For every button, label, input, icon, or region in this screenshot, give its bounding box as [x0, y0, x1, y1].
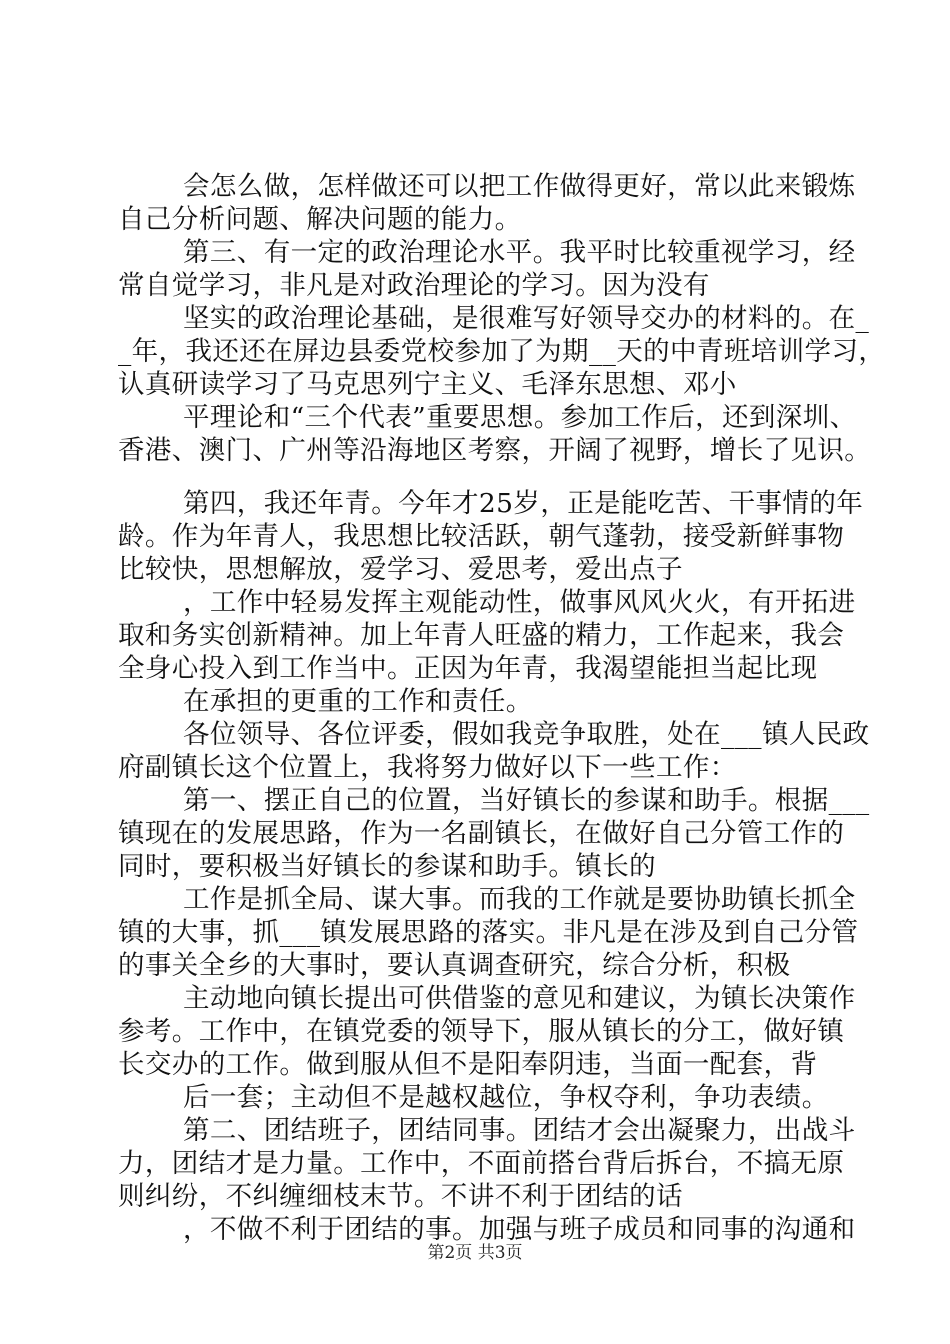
- text-line: 第三、有一定的政治理论水平。我平时比较重视学习，经: [183, 237, 856, 268]
- text-line: 平理论和“三个代表”重要思想。参加工作后，还到深圳、: [183, 402, 857, 433]
- text-line: 认真研读学习了马克思列宁主义、毛泽东思想、邓小: [118, 369, 737, 400]
- text-line: 香港、澳门、广州等沿海地区考察，开阔了视野，增长了见识。: [118, 435, 872, 466]
- text-line: 镇的大事，抓___镇发展思路的落实。非凡是在涉及到自己分管: [118, 917, 859, 948]
- text-line: 常自觉学习，非凡是对政治理论的学习。因为没有: [118, 270, 710, 301]
- text-line: 龄。作为年青人，我思想比较活跃，朝气蓬勃，接受新鲜事物: [118, 521, 845, 552]
- text-line: ，不做不利于团结的事。加强与班子成员和同事的沟通和: [183, 1214, 856, 1245]
- text-line: ，工作中轻易发挥主观能动性，做事风风火火，有开拓进: [183, 587, 856, 618]
- text-line: 则纠纷，不纠缠细枝末节。不讲不利于团结的话: [118, 1181, 683, 1212]
- text-line: 的事关全乡的大事时，要认真调查研究，综合分析，积极: [118, 950, 791, 981]
- text-line: 自己分析问题、解决问题的能力。: [118, 204, 522, 235]
- text-line: 镇现在的发展思路，作为一名副镇长，在做好自己分管工作的: [118, 818, 845, 849]
- text-line: 长交办的工作。做到服从但不是阳奉阴违，当面一配套，背: [118, 1049, 818, 1080]
- text-line: 后一套；主动但不是越权越位，争权夺利，争功表绩。: [183, 1082, 829, 1113]
- text-line: 府副镇长这个位置上，我将努力做好以下一些工作：: [118, 752, 737, 783]
- text-line: 第四，我还年青。今年才25岁，正是能吃苦、干事情的年: [183, 488, 864, 519]
- text-line: 各位领导、各位评委，假如我竞争取胜，处在___镇人民政: [183, 719, 870, 750]
- page-footer: 第2页 共3页: [427, 1243, 523, 1263]
- text-line: 坚实的政治理论基础，是很难写好领导交办的材料的。在_: [183, 303, 870, 334]
- text-line: 工作是抓全局、谋大事。而我的工作就是要协助镇长抓全: [183, 884, 856, 915]
- text-line: 参考。工作中，在镇党委的领导下，服从镇长的分工，做好镇: [118, 1016, 845, 1047]
- text-line: _年，我还还在屏边县委党校参加了为期__天的中青班培训学习，: [118, 336, 886, 367]
- text-line: 全身心投入到工作当中。正因为年青，我渴望能担当起比现: [118, 653, 818, 684]
- text-line: 会怎么做，怎样做还可以把工作做得更好，常以此来锻炼: [183, 171, 856, 202]
- text-line: 取和务实创新精神。加上年青人旺盛的精力，工作起来，我会: [118, 620, 845, 651]
- text-line: 第二、团结班子，团结同事。团结才会出凝聚力，出战斗: [183, 1115, 856, 1146]
- text-line: 第一、摆正自己的位置，当好镇长的参谋和助手。根据___: [183, 785, 870, 816]
- text-line: 力，团结才是力量。工作中，不面前搭台背后拆台，不搞无原: [118, 1148, 845, 1179]
- text-line: 比较快，思想解放，爱学习、爱思考，爱出点子: [118, 554, 683, 585]
- text-line: 在承担的更重的工作和责任。: [183, 686, 533, 717]
- text-line: 主动地向镇长提出可供借鉴的意见和建议，为镇长决策作: [183, 983, 856, 1014]
- text-line: 同时，要积极当好镇长的参谋和助手。镇长的: [118, 851, 656, 882]
